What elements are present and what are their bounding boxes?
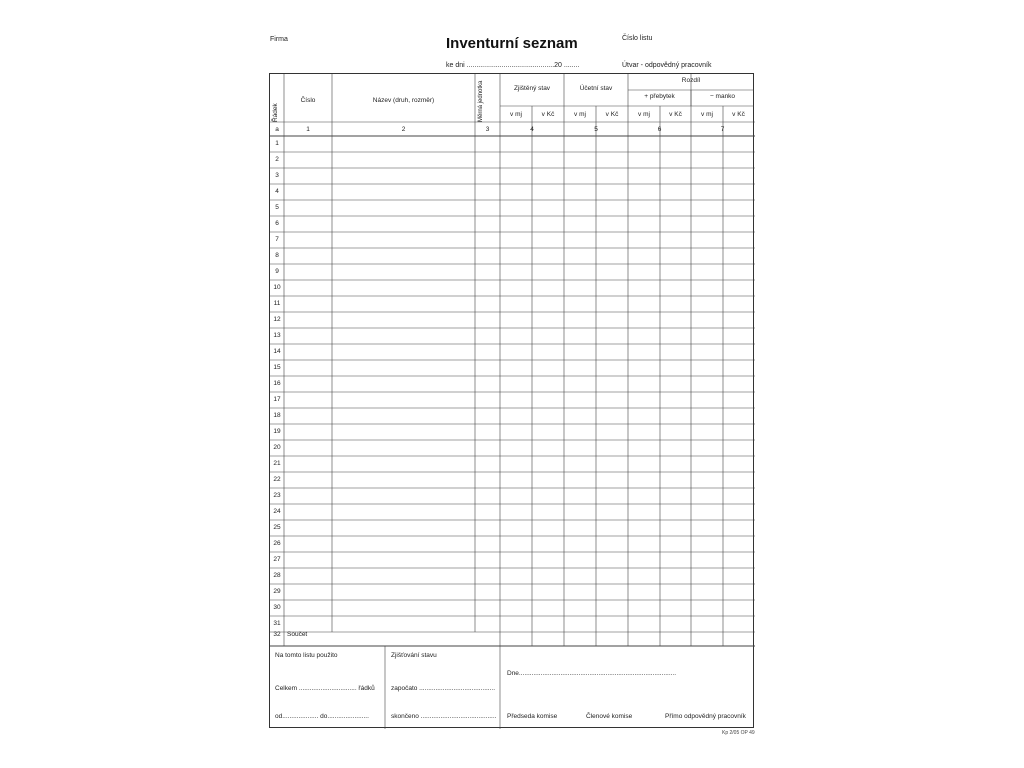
cislo-listu-label: Číslo listu xyxy=(622,35,653,42)
sub-header-v-mj: v mj xyxy=(510,111,522,118)
row-number: 16 xyxy=(273,380,281,387)
row-number: 5 xyxy=(275,204,279,211)
row-number: 14 xyxy=(273,348,281,355)
row-number: 22 xyxy=(273,476,281,483)
index-2: 2 xyxy=(401,126,406,133)
inventory-form xyxy=(269,73,754,728)
index-7: 7 xyxy=(720,126,725,133)
page-title: Inventurní seznam xyxy=(446,35,578,52)
row-number: 6 xyxy=(275,220,279,227)
row-number: 15 xyxy=(273,364,281,371)
footer-predseda: Předseda komise xyxy=(507,713,558,720)
row-number: 28 xyxy=(273,572,281,579)
row-number: 3 xyxy=(275,172,279,179)
sub-header-v-mj: v mj xyxy=(574,111,586,118)
row-number: 19 xyxy=(273,428,281,435)
footer-skonceno: skončeno .......................................... xyxy=(391,713,497,720)
footer-dne: Dne....................................................................................... xyxy=(507,670,677,677)
firma-label: Firma xyxy=(270,36,288,43)
footer-used: Na tomto listu použito xyxy=(275,652,338,659)
col-header-radek: Řádek xyxy=(272,103,279,122)
row-number: 29 xyxy=(273,588,281,595)
row-number: 1 xyxy=(275,140,279,147)
row-number: 2 xyxy=(275,156,279,163)
index-3: 3 xyxy=(485,126,490,133)
row-number: 20 xyxy=(273,444,281,451)
row-number: 17 xyxy=(273,396,281,403)
col-header-manko: − manko xyxy=(709,93,736,100)
row-number: 31 xyxy=(273,620,281,627)
index-a: a xyxy=(275,126,279,133)
row-number: 25 xyxy=(273,524,281,531)
row-number: 27 xyxy=(273,556,281,563)
ke-dni-field: ke dni .............................................20 ........ xyxy=(446,62,580,69)
row-number: 18 xyxy=(273,412,281,419)
index-6: 6 xyxy=(657,126,662,133)
form-code: Kp 2/05 OP 49 xyxy=(722,730,755,736)
col-header-nazev: Název (druh, rozměr) xyxy=(372,97,435,104)
row-number: 23 xyxy=(273,492,281,499)
form-grid-lines xyxy=(270,74,755,729)
col-header-ucetni-stav: Účetní stav xyxy=(579,85,613,92)
sub-header-v-kc: v Kč xyxy=(669,111,682,118)
sub-header-v-mj: v mj xyxy=(701,111,713,118)
col-header-merna-jednotka: Měrná jednotka xyxy=(478,80,484,122)
row-number: 24 xyxy=(273,508,281,515)
sub-header-v-kc: v Kč xyxy=(541,111,555,118)
row-number: 11 xyxy=(273,300,281,307)
footer-clenove: Členové komise xyxy=(586,713,633,720)
utvar-label: Útvar - odpovědný pracovník xyxy=(622,62,712,69)
row-number: 10 xyxy=(273,284,281,291)
row-number: 21 xyxy=(273,460,281,467)
index-5: 5 xyxy=(594,126,598,133)
sum-row-number: 32 xyxy=(273,631,281,638)
col-header-rozdil: Rozdíl xyxy=(681,77,701,84)
footer-celkem: Celkem ................................ řádků xyxy=(275,685,375,692)
footer-zjistovani: Zjišťování stavu xyxy=(391,652,437,659)
row-number: 12 xyxy=(273,316,281,323)
footer-od-do: od.................... do....................... xyxy=(275,713,369,720)
index-4: 4 xyxy=(530,126,534,133)
row-number: 8 xyxy=(275,252,279,259)
row-number: 9 xyxy=(275,268,279,275)
sub-header-v-mj: v mj xyxy=(638,111,650,118)
footer-primo: Přímo odpovědný pracovník xyxy=(665,713,746,720)
footer-zapocato: započato .......................................... xyxy=(391,685,496,692)
row-number: 30 xyxy=(273,604,281,611)
sum-row-label: Součet xyxy=(287,631,308,638)
col-header-cislo: Číslo xyxy=(300,97,316,104)
row-number: 7 xyxy=(275,236,279,243)
row-number: 4 xyxy=(275,188,279,195)
sub-header-v-kc: v Kč xyxy=(605,111,619,118)
row-number: 13 xyxy=(273,332,281,339)
index-1: 1 xyxy=(306,126,310,133)
col-header-zjisteny-stav: Zjištěný stav xyxy=(513,85,551,92)
sub-header-v-kc: v Kč xyxy=(732,111,745,118)
col-header-prebytek: + přebytek xyxy=(644,93,675,100)
row-number: 26 xyxy=(273,540,281,547)
